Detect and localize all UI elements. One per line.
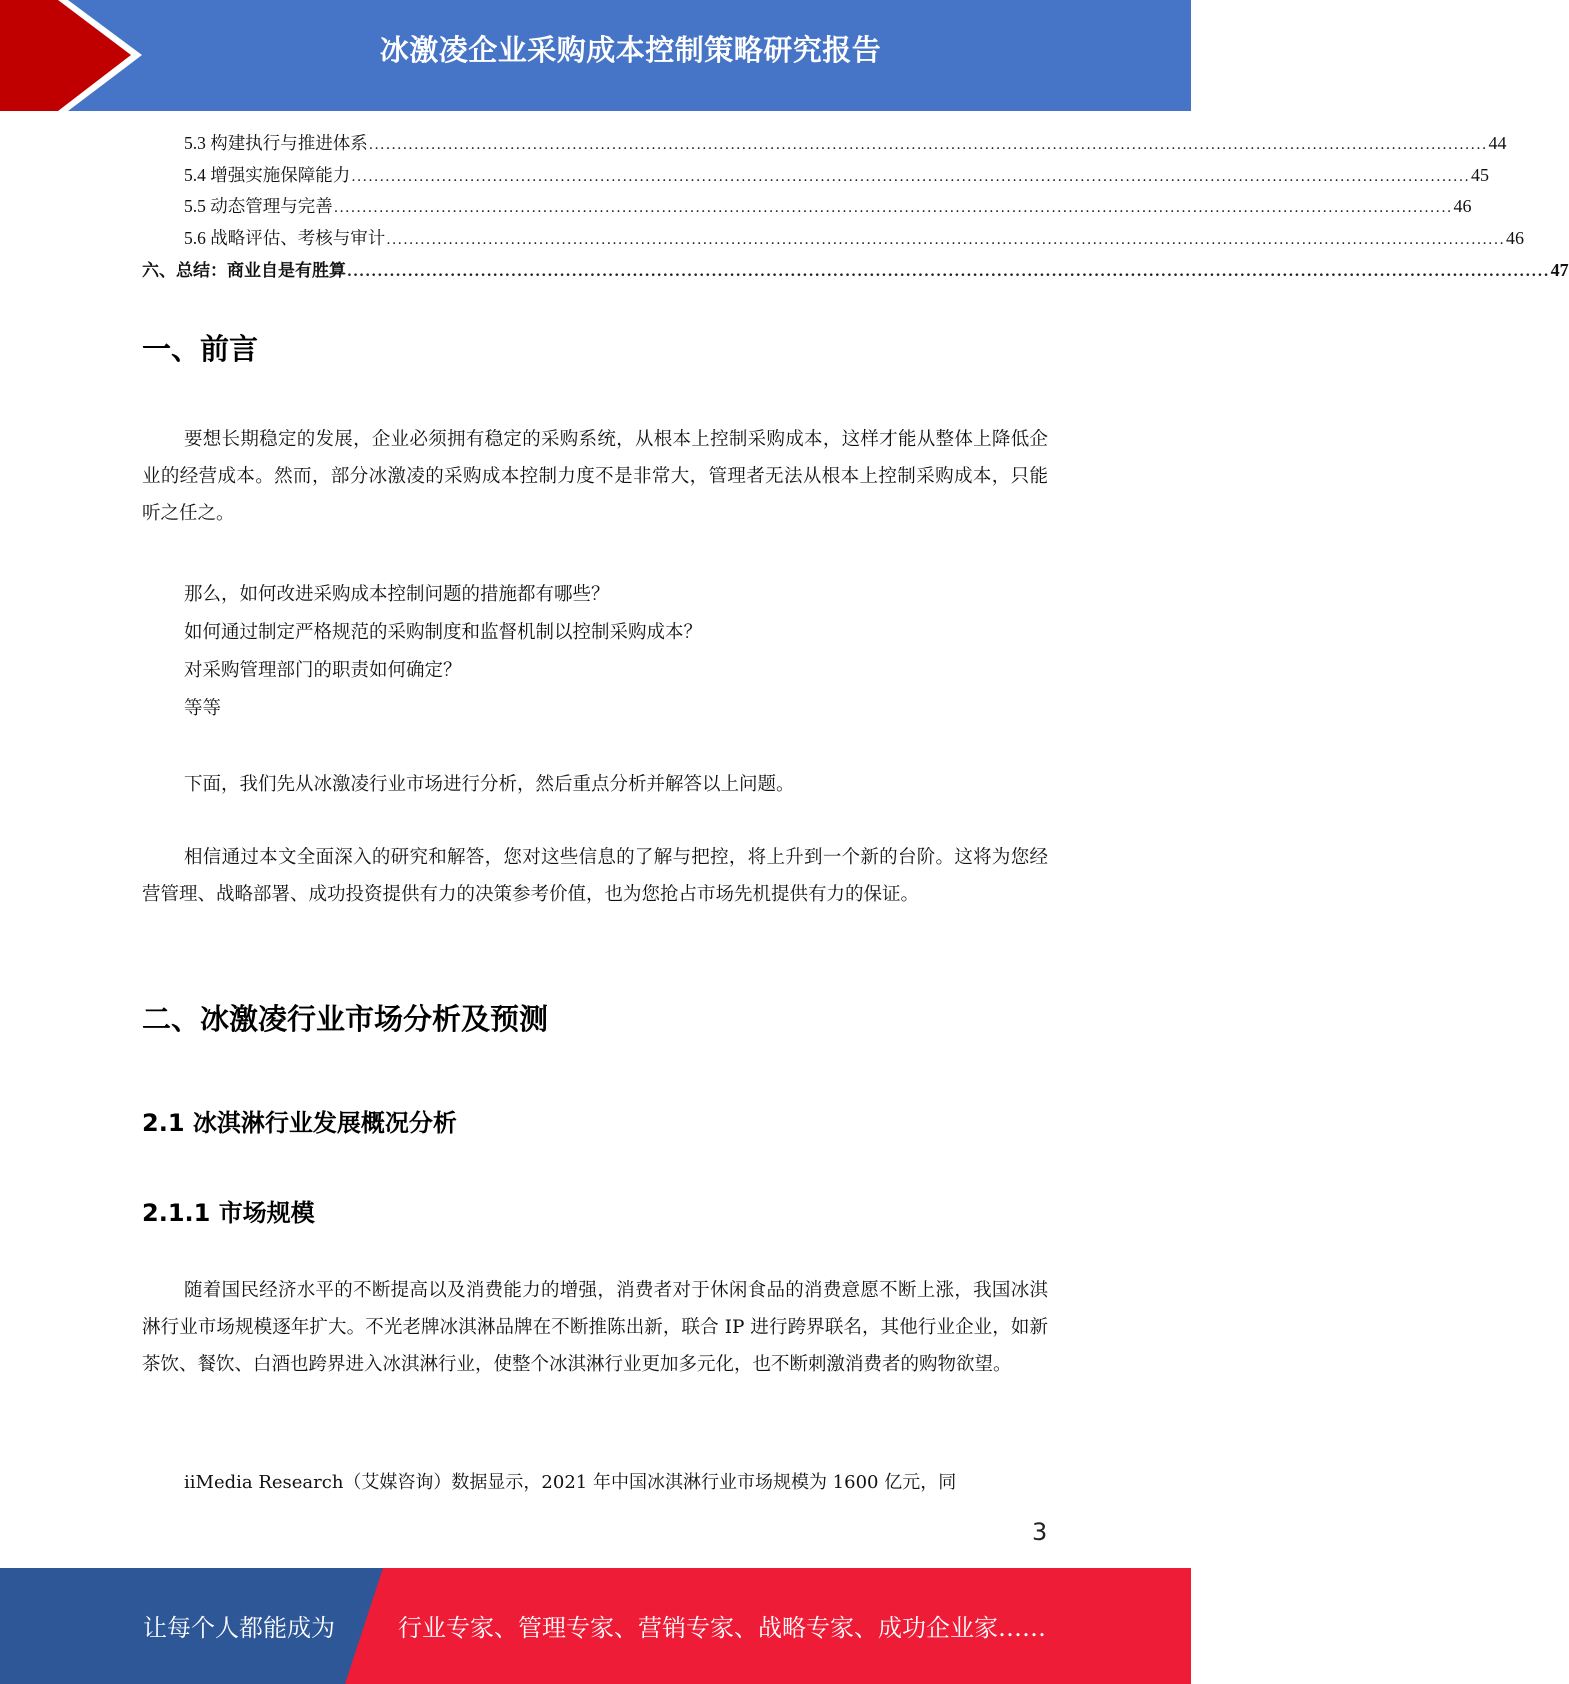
toc-entry-label: 5.6 战略评估、考核与审计	[184, 227, 386, 248]
toc-entry[interactable]	[142, 225, 1524, 257]
question-line: 如何通过制定严格规范的采购制度和监督机制以控制采购成本？	[184, 622, 703, 643]
toc-entry-label: 5.4 增强实施保障能力	[184, 164, 351, 185]
question-line: 等等	[184, 698, 222, 719]
page-footer	[0, 1568, 1191, 1684]
question-line: 对采购管理部门的职责如何确定？	[184, 660, 462, 681]
next-steps-paragraph: 下面，我们先从冰激凌行业市场进行分析，然后重点分析并解答以上问题。	[184, 774, 795, 795]
toc-entry-page: 46	[1453, 196, 1472, 216]
toc-dot-leader: ......................................................................................................................................................................................................	[347, 264, 1550, 280]
toc-dot-leader: ......................................................................................................................................................................................................	[333, 200, 1453, 216]
page-number: 3	[1032, 1518, 1048, 1546]
market-data-paragraph: iiMedia Research（艾媒咨询）数据显示，2021 年中国冰淇淋行业市场规模为 1600 亿元，同	[184, 1472, 957, 1493]
toc-dot-leader: ......................................................................................................................................................................................................	[351, 168, 1470, 185]
toc-entry-page: 44	[1488, 133, 1507, 153]
toc-dot-leader: ......................................................................................................................................................................................................	[386, 231, 1505, 248]
subsection-heading-2-1: 2.1 冰淇淋行业发展概况分析	[142, 1109, 457, 1137]
page-header	[0, 0, 1191, 111]
toc-entry-chapter[interactable]	[142, 256, 1569, 288]
preface-intro-paragraph: 要想长期稳定的发展，企业必须拥有稳定的采购系统，从根本上控制采购成本，这样才能从整体上降低企业的经营成本。然而，部分冰激凌的采购成本控制力度不是非常大，管理者无法从根本上控制采购成本，只能听之任之。	[142, 429, 1048, 524]
footer-slogan-left: 让每个人都能成为	[143, 1614, 335, 1642]
toc-entry-page: 46	[1506, 227, 1524, 248]
section-heading-market-analysis: 二、冰激凌行业市场分析及预测	[142, 1002, 549, 1036]
footer-slogan-right: 行业专家、管理专家、营销专家、战略专家、成功企业家……	[398, 1614, 1046, 1642]
question-line: 那么，如何改进采购成本控制问题的措施都有哪些？	[184, 584, 610, 605]
toc-entry-label: 5.5 动态管理与完善	[184, 196, 333, 216]
section-heading-preface: 一、前言	[142, 332, 259, 366]
toc-dot-leader: ......................................................................................................................................................................................................	[368, 137, 1488, 153]
subsection-heading-2-1-1: 2.1.1 市场规模	[142, 1199, 315, 1227]
table-of-contents	[142, 130, 1569, 288]
toc-entry[interactable]	[142, 162, 1489, 194]
report-title: 冰激凌企业采购成本控制策略研究报告	[379, 33, 882, 67]
toc-entry-label: 5.3 构建执行与推进体系	[184, 133, 368, 153]
toc-entry-page: 45	[1471, 164, 1489, 185]
toc-entry-page: 47	[1550, 260, 1569, 280]
toc-entry-label: 六、总结：商业自是有胜算	[142, 261, 346, 281]
toc-entry[interactable]	[142, 193, 1472, 225]
market-size-paragraph: 随着国民经济水平的不断提高以及消费能力的增强，消费者对于休闲食品的消费意愿不断上涨，我国冰淇淋行业市场规模逐年扩大。不光老牌冰淇淋品牌在不断推陈出新，联合 IP 进行跨界联名，其他行业企业，如新茶饮、餐饮、白酒也跨界进入冰淇淋行业，使整个冰淇淋行业更加多元化，也不断刺激消费者的购物欲望。	[142, 1280, 1048, 1375]
toc-entry[interactable]	[142, 130, 1507, 162]
closing-paragraph: 相信通过本文全面深入的研究和解答，您对这些信息的了解与把控，将上升到一个新的台阶。这将为您经营管理、战略部署、成功投资提供有力的决策参考价值，也为您抢占市场先机提供有力的保证。	[142, 847, 1048, 905]
